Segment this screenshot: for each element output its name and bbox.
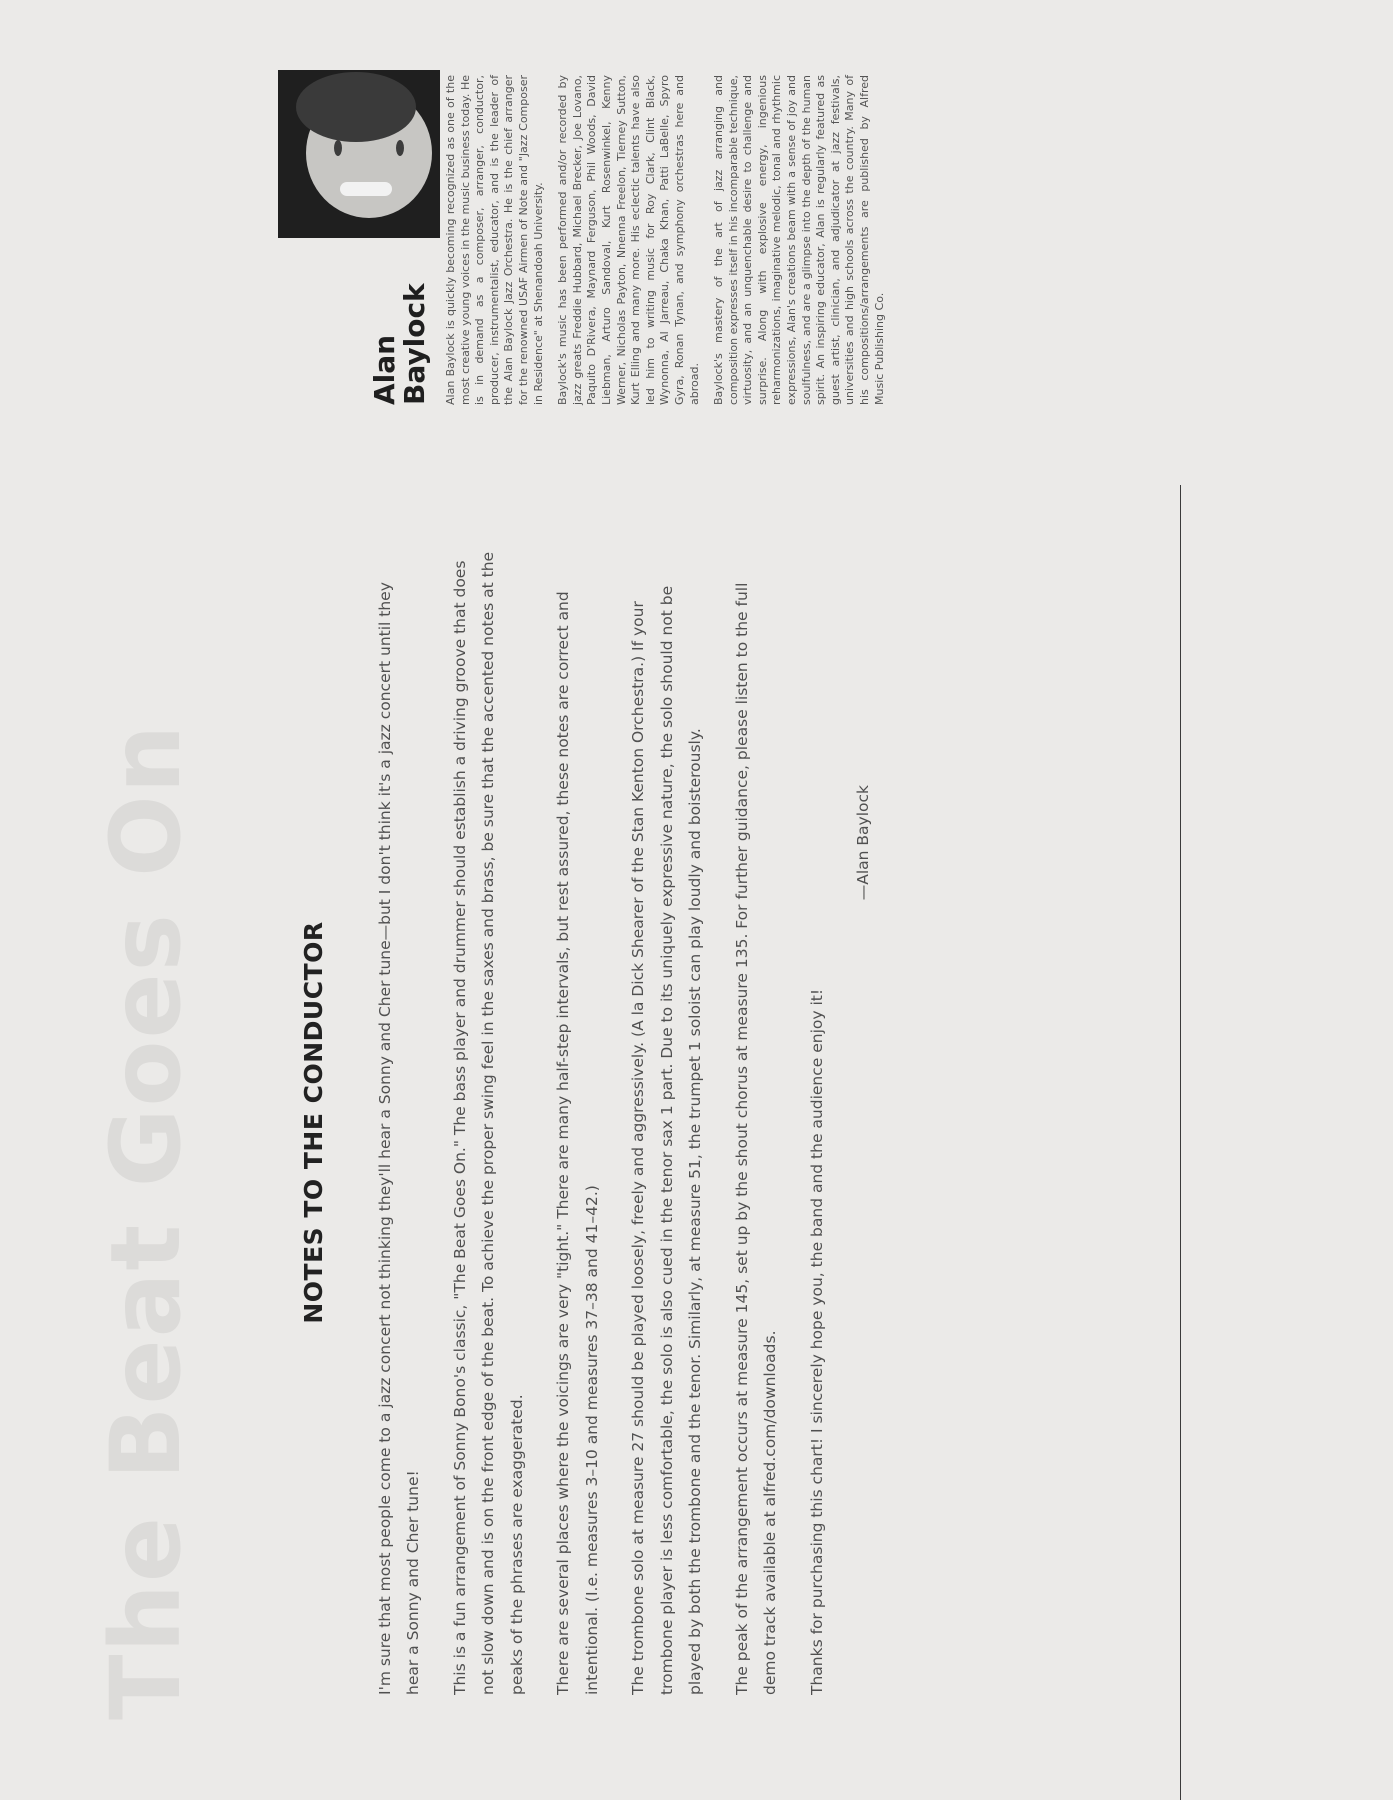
bio-last-name: Baylock: [398, 283, 431, 405]
bio-name: [370, 283, 430, 405]
bio-paragraph: Baylock's mastery of the art of jazz arranging and composition expresses itself in his incomparable technique, virtuosity, and an unquenchable desire to challenge and surprise. Along with explosive energy, ingenious reharmonizations, imaginative melodic, tonal and rhythmic expressions, Alan's creations beam with a sense of joy and soulfulness, and are a glimpse into the depth of the human spirit. An inspiring educator, Alan is regularly featured as guest artist, clinician, and adjudicator at jazz festivals, universities and high schools across the country. Many of his compositions/arrangements are published by Alfred Music Publishing Co.: [712, 75, 886, 405]
notes-paragraph: The trombone solo at measure 27 should be played loosely, freely and aggressively. (A la Dick Shearer of the Stan Kenton Orchestra.) If your trombone player is less comfortable, the solo is also cued in the tenor sax 1 part. Due to its uniquely expressive nature, the solo should not be played by both the trombone and the tenor. Similarly, at measure 51, the trumpet 1 soloist can play loudly and boisterously.: [629, 585, 704, 1695]
portrait-photo: [278, 70, 440, 238]
conductor-notes: [300, 550, 878, 1695]
bio-first-name: Alan: [368, 334, 401, 405]
notes-paragraph: There are several places where the voicings are very "tight." There are many half-step intervals, but rest assured, these notes are correct and intentional. (I.e. measures 3–10 and measures 37–38 and 41–42.): [554, 591, 601, 1695]
composer-bio: [268, 75, 897, 405]
signature: —Alan Baylock: [854, 785, 872, 901]
photo-eye: [396, 140, 404, 156]
bleed-through-title: The Beat Goes On: [90, 722, 202, 1720]
notes-paragraph: Thanks for purchasing this chart! I sincerely hope you, the band and the audience enjoy it!: [807, 988, 826, 1695]
notes-paragraph: This is a fun arrangement of Sonny Bono's classic, "The Beat Goes On." The bass player and drummer should establish a driving groove that does not slow down and is on the front edge of the beat. To achieve the proper swing feel in the saxes and brass, be sure that the accented notes at the peaks of the phrases are exaggerated.: [450, 551, 526, 1695]
photo-hair: [296, 72, 416, 142]
notes-title: NOTES TO THE CONDUCTOR: [299, 921, 328, 1324]
bio-paragraph: Baylock's music has been performed and/or recorded by jazz greats Freddie Hubbard, Michael Brecker, Joe Lovano, Paquito D'Rivera, Maynard Ferguson, Phil Woods, David Liebman, Arturo Sandoval, Kurt Rosenwinkel, Kenny Werner, Nicholas Payton, Nnenna Freelon, Tierney Sutton, Kurt Elling and many more. His eclectic talents have also led him to writing music for Roy Clark, Clint Black, Wynonna, Al Jarreau, Chaka Khan, Patti LaBelle, Spyro Gyra, Ronan Tynan, and symphony orchestras here and abroad.: [556, 75, 701, 405]
bio-paragraph: Alan Baylock is quickly becoming recognized as one of the most creative young voices in the music business today. He is in demand as a composer, arranger, conductor, producer, instrumentalist, educator, and is the leader of the Alan Baylock Jazz Orchestra. He is the chief arranger for the renowned USAF Airmen of Note and "Jazz Composer in Residence" at Shenandoah University.: [444, 75, 545, 405]
notes-paragraph: The peak of the arrangement occurs at measure 145, set up by the shout chorus at measure 135. For further guidance, please listen to the full demo track available at alfred.com/downloads.: [732, 582, 779, 1695]
bio-header: [268, 75, 438, 405]
divider-line: [1180, 485, 1181, 1800]
photo-smile: [340, 182, 392, 196]
photo-eye: [334, 140, 342, 156]
notes-paragraph: I'm sure that most people come to a jazz concert not thinking they'll hear a Sonny and Cher tune—but I don't think it's a jazz concert until they hear a Sonny and Cher tune!: [375, 582, 422, 1695]
